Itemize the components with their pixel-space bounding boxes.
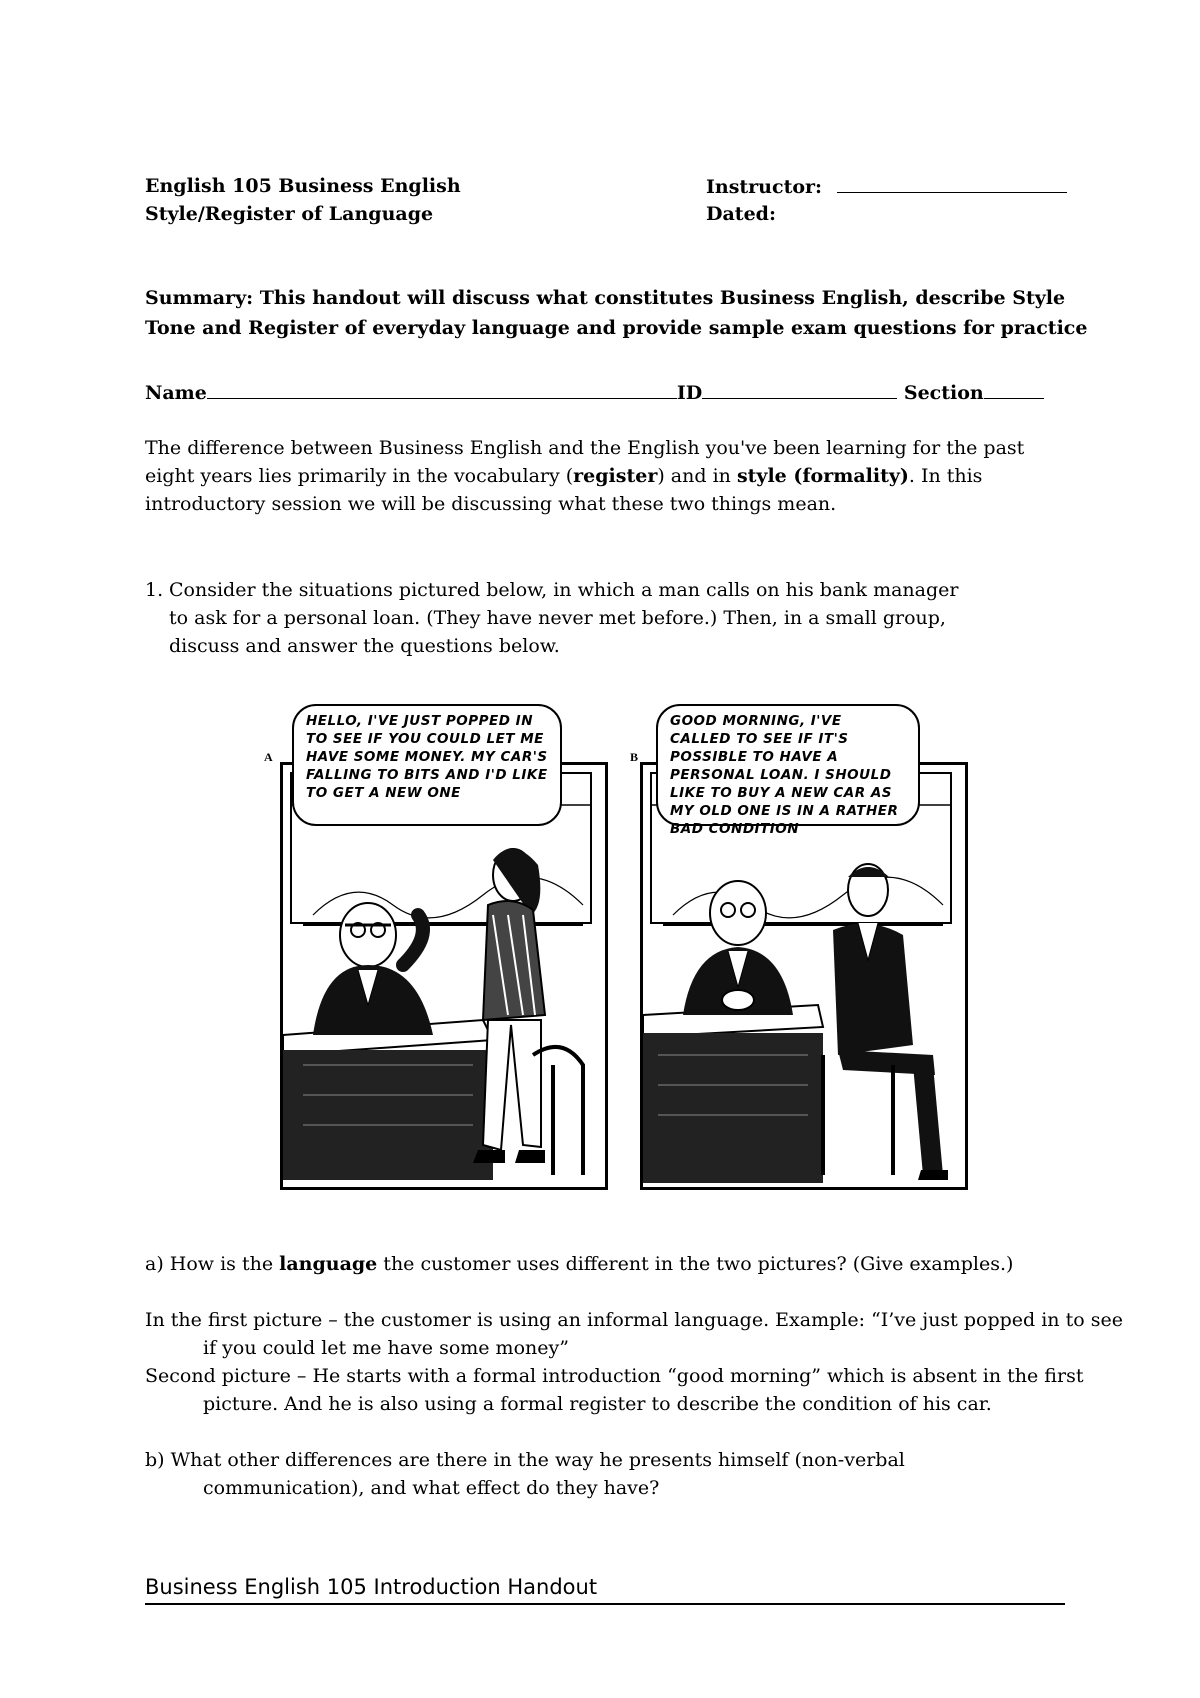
section-label: Section xyxy=(903,382,984,404)
footer-rule xyxy=(145,1603,1065,1605)
question-1-number: 1. xyxy=(145,579,164,601)
speech-bubble-a-text: HELLO, I'VE JUST POPPED IN TO SEE IF YOU COULD LET ME HAVE SOME MONEY. MY CAR'S FALLING TO BITS AND I'D LIKE TO GET A NEW ONE xyxy=(306,713,548,801)
footer-text: Business English 105 Introduction Handout xyxy=(145,1575,598,1599)
course-title: English 105 Business English xyxy=(145,175,461,197)
dated-label: Dated: xyxy=(706,203,776,225)
section-blank xyxy=(984,378,1044,399)
comic-panel-a xyxy=(280,762,608,1190)
id-blank xyxy=(702,378,897,399)
intro-text-1: The difference between Business English and the English you've been learning for the past eight years lies primarily in the vocabulary ( xyxy=(145,437,1025,487)
intro-text-3: . In this introductory session we will be discussing what these two things mean. xyxy=(145,465,983,515)
student-info-row xyxy=(145,378,1044,407)
intro-paragraph xyxy=(145,434,1050,518)
answer-a-paragraph-2: Second picture – He starts with a formal introduction “good morning” which is absent in the first picture. And he is also using a formal register to describe the condition of his car. xyxy=(145,1365,1084,1415)
answer-a-paragraph-1: In the first picture – the customer is using an informal language. Example: “I’ve just popped in to see if you could let me have some money” xyxy=(145,1309,1123,1359)
panel-a-label: A xyxy=(264,750,273,764)
topic-title: Style/Register of Language xyxy=(145,203,434,225)
summary-line-1: Summary: This handout will discuss what constitutes Business English, describe Style xyxy=(145,287,1066,309)
speech-bubble-a xyxy=(292,704,562,826)
speech-bubble-b xyxy=(656,704,920,837)
name-label: Name xyxy=(145,382,207,404)
id-label: ID xyxy=(676,382,703,404)
question-a-language: language xyxy=(279,1253,378,1275)
intro-text-2: ) and in xyxy=(657,465,737,487)
question-a-suffix: the customer uses different in the two pictures? (Give examples.) xyxy=(377,1253,1014,1275)
intro-register: register xyxy=(573,465,658,487)
instructor-blank xyxy=(837,172,1067,193)
panel-b-label: B xyxy=(630,750,639,764)
name-blank xyxy=(207,378,677,399)
question-1 xyxy=(145,576,975,660)
instructor-field xyxy=(706,172,1067,201)
question-b: b) What other differences are there in the way he presents himself (non-verbal communication), and what effect do they have? xyxy=(145,1449,905,1499)
question-a xyxy=(145,1250,1065,1278)
instructor-label: Instructor: xyxy=(706,176,823,198)
summary-line-2: Tone and Register of everyday language and provide sample exam questions for practice xyxy=(145,317,1088,339)
intro-style: style (formality) xyxy=(736,465,909,487)
question-a-prefix: a) How is the xyxy=(145,1253,280,1275)
speech-bubble-b-text: GOOD MORNING, I'VE CALLED TO SEE IF IT'S POSSIBLE TO HAVE A PERSONAL LOAN. I SHOULD LIKE TO BUY A NEW CAR AS MY OLD ONE IS IN A RATHER BAD CONDITION xyxy=(670,713,899,837)
question-1-text: Consider the situations pictured below, in which a man calls on his bank manager to ask for a personal loan. (They have never met before.) Then, in a small group, discuss and answer the questions below. xyxy=(169,579,959,657)
panel-a-illustration xyxy=(283,765,605,1187)
